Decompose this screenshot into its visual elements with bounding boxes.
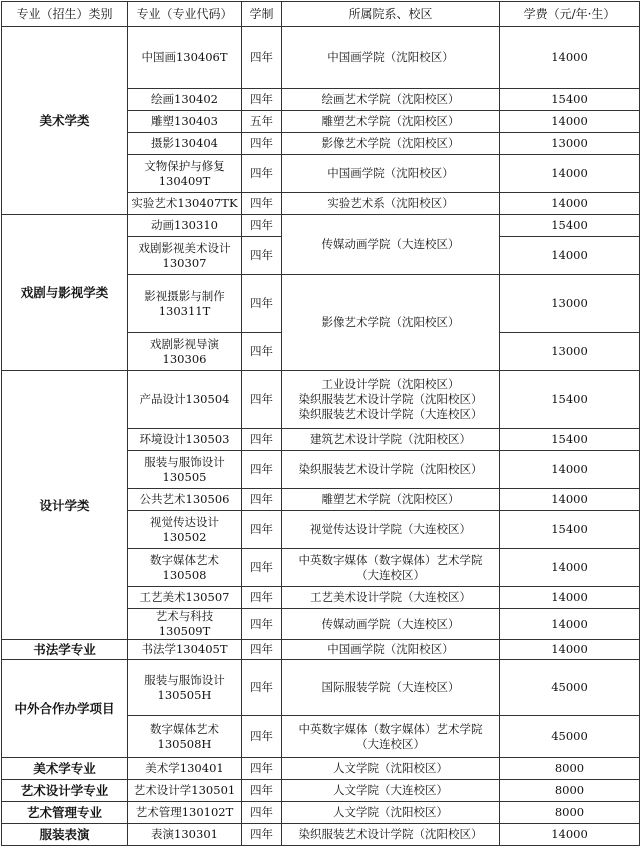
fee-cell: 15400 xyxy=(500,89,640,111)
major-cell: 戏剧影视导演130306 xyxy=(128,333,242,371)
fee-cell: 8000 xyxy=(500,758,640,780)
header-row xyxy=(2,2,640,27)
school-cell: 雕塑艺术学院（沈阳校区） xyxy=(282,111,500,133)
duration-cell: 四年 xyxy=(242,237,282,275)
major-cell: 影视摄影与制作130311T xyxy=(128,275,242,333)
tuition-table xyxy=(1,1,640,846)
major-cell: 环境设计130503 xyxy=(128,429,242,451)
school-cell: 影像艺术学院（沈阳校区） xyxy=(282,275,500,371)
fee-cell: 15400 xyxy=(500,371,640,429)
duration-cell: 四年 xyxy=(242,716,282,758)
major-cell: 艺术管理130102T xyxy=(128,802,242,824)
school-cell: 实验艺术系（沈阳校区） xyxy=(282,193,500,215)
duration-cell: 四年 xyxy=(242,780,282,802)
table-row xyxy=(2,660,640,716)
major-cell: 工艺美术130507 xyxy=(128,587,242,609)
major-cell: 艺术设计学130501 xyxy=(128,780,242,802)
duration-cell: 四年 xyxy=(242,333,282,371)
major-cell: 服装与服饰设计130505H xyxy=(128,660,242,716)
header-category: 专业（招生）类别 xyxy=(2,2,128,27)
duration-cell: 四年 xyxy=(242,27,282,89)
fee-cell: 15400 xyxy=(500,511,640,549)
duration-cell: 四年 xyxy=(242,275,282,333)
fee-cell: 14000 xyxy=(500,609,640,640)
school-cell: 中英数字媒体（数字媒体）艺术学院 （大连校区） xyxy=(282,716,500,758)
fee-cell: 13000 xyxy=(500,333,640,371)
table-row xyxy=(2,371,640,429)
school-cell: 工业设计学院（沈阳校区） 染织服装艺术设计学院（沈阳校区） 染织服装艺术设计学院（大连校区） xyxy=(282,371,500,429)
duration-cell: 四年 xyxy=(242,193,282,215)
major-cell: 数字媒体艺术130508H xyxy=(128,716,242,758)
category-cell: 书法学专业 xyxy=(2,640,128,660)
duration-cell: 四年 xyxy=(242,511,282,549)
fee-cell: 14000 xyxy=(500,111,640,133)
major-cell: 数字媒体艺术130508 xyxy=(128,549,242,587)
fee-cell: 14000 xyxy=(500,489,640,511)
major-cell: 美术学130401 xyxy=(128,758,242,780)
duration-cell: 四年 xyxy=(242,89,282,111)
school-cell: 中国画学院（沈阳校区） xyxy=(282,640,500,660)
duration-cell: 四年 xyxy=(242,587,282,609)
fee-cell: 13000 xyxy=(500,133,640,155)
table-row xyxy=(2,780,640,802)
category-cell: 设计学类 xyxy=(2,371,128,640)
major-cell: 艺术与科技130509T xyxy=(128,609,242,640)
fee-cell: 14000 xyxy=(500,587,640,609)
major-cell: 产品设计130504 xyxy=(128,371,242,429)
table-row xyxy=(2,824,640,846)
fee-cell: 14000 xyxy=(500,27,640,89)
header-major: 专业（专业代码） xyxy=(128,2,242,27)
fee-cell: 14000 xyxy=(500,549,640,587)
school-cell: 人文学院（沈阳校区） xyxy=(282,758,500,780)
category-cell: 戏剧与影视学类 xyxy=(2,215,128,371)
major-cell: 文物保护与修复130409T xyxy=(128,155,242,193)
table-row xyxy=(2,215,640,237)
major-cell: 服装与服饰设计130505 xyxy=(128,451,242,489)
table-row xyxy=(2,802,640,824)
table-body xyxy=(2,27,640,846)
category-cell: 中外合作办学项目 xyxy=(2,660,128,758)
major-cell: 中国画130406T xyxy=(128,27,242,89)
fee-cell: 45000 xyxy=(500,716,640,758)
duration-cell: 四年 xyxy=(242,758,282,780)
duration-cell: 四年 xyxy=(242,660,282,716)
school-cell: 染织服装艺术设计学院（沈阳校区） xyxy=(282,451,500,489)
major-cell: 动画130310 xyxy=(128,215,242,237)
major-cell: 摄影130404 xyxy=(128,133,242,155)
school-cell: 视觉传达设计学院（大连校区） xyxy=(282,511,500,549)
school-cell: 国际服装学院（大连校区） xyxy=(282,660,500,716)
duration-cell: 四年 xyxy=(242,640,282,660)
school-cell: 人文学院（大连校区） xyxy=(282,780,500,802)
duration-cell: 四年 xyxy=(242,549,282,587)
category-cell: 美术学专业 xyxy=(2,758,128,780)
school-cell: 染织服装艺术设计学院（沈阳校区） xyxy=(282,824,500,846)
school-cell: 工艺美术设计学院（大连校区） xyxy=(282,587,500,609)
duration-cell: 四年 xyxy=(242,215,282,237)
major-cell: 书法学130405T xyxy=(128,640,242,660)
table-row xyxy=(2,758,640,780)
fee-cell: 8000 xyxy=(500,780,640,802)
duration-cell: 四年 xyxy=(242,802,282,824)
fee-cell: 15400 xyxy=(500,429,640,451)
school-cell: 中国画学院（沈阳校区） xyxy=(282,27,500,89)
category-cell: 艺术管理专业 xyxy=(2,802,128,824)
fee-cell: 14000 xyxy=(500,237,640,275)
category-cell: 服装表演 xyxy=(2,824,128,846)
fee-cell: 14000 xyxy=(500,824,640,846)
school-cell: 中国画学院（沈阳校区） xyxy=(282,155,500,193)
fee-cell: 45000 xyxy=(500,660,640,716)
school-cell: 绘画艺术学院（沈阳校区） xyxy=(282,89,500,111)
fee-cell: 13000 xyxy=(500,275,640,333)
fee-cell: 15400 xyxy=(500,215,640,237)
major-cell: 表演130301 xyxy=(128,824,242,846)
fee-cell: 14000 xyxy=(500,451,640,489)
header-fee: 学费（元/年·生） xyxy=(500,2,640,27)
fee-cell: 14000 xyxy=(500,193,640,215)
duration-cell: 四年 xyxy=(242,489,282,511)
header-school: 所属院系、校区 xyxy=(282,2,500,27)
major-cell: 戏剧影视美术设计130307 xyxy=(128,237,242,275)
school-cell: 建筑艺术设计学院（沈阳校区） xyxy=(282,429,500,451)
duration-cell: 四年 xyxy=(242,451,282,489)
major-cell: 雕塑130403 xyxy=(128,111,242,133)
major-cell: 视觉传达设计130502 xyxy=(128,511,242,549)
header-duration: 学制 xyxy=(242,2,282,27)
duration-cell: 四年 xyxy=(242,371,282,429)
table-row xyxy=(2,27,640,89)
major-cell: 公共艺术130506 xyxy=(128,489,242,511)
school-cell: 传媒动画学院（大连校区） xyxy=(282,215,500,275)
duration-cell: 四年 xyxy=(242,429,282,451)
major-cell: 实验艺术130407TK xyxy=(128,193,242,215)
school-cell: 雕塑艺术学院（沈阳校区） xyxy=(282,489,500,511)
category-cell: 美术学类 xyxy=(2,27,128,215)
category-cell: 艺术设计学专业 xyxy=(2,780,128,802)
duration-cell: 五年 xyxy=(242,111,282,133)
duration-cell: 四年 xyxy=(242,155,282,193)
duration-cell: 四年 xyxy=(242,824,282,846)
table-row xyxy=(2,640,640,660)
school-cell: 传媒动画学院（大连校区） xyxy=(282,609,500,640)
school-cell: 影像艺术学院（沈阳校区） xyxy=(282,133,500,155)
school-cell: 人文学院（沈阳校区） xyxy=(282,802,500,824)
fee-cell: 14000 xyxy=(500,640,640,660)
major-cell: 绘画130402 xyxy=(128,89,242,111)
school-cell: 中英数字媒体（数字媒体）艺术学院 （大连校区） xyxy=(282,549,500,587)
fee-cell: 14000 xyxy=(500,155,640,193)
duration-cell: 四年 xyxy=(242,609,282,640)
tuition-table-container xyxy=(1,1,639,846)
fee-cell: 8000 xyxy=(500,802,640,824)
duration-cell: 四年 xyxy=(242,133,282,155)
